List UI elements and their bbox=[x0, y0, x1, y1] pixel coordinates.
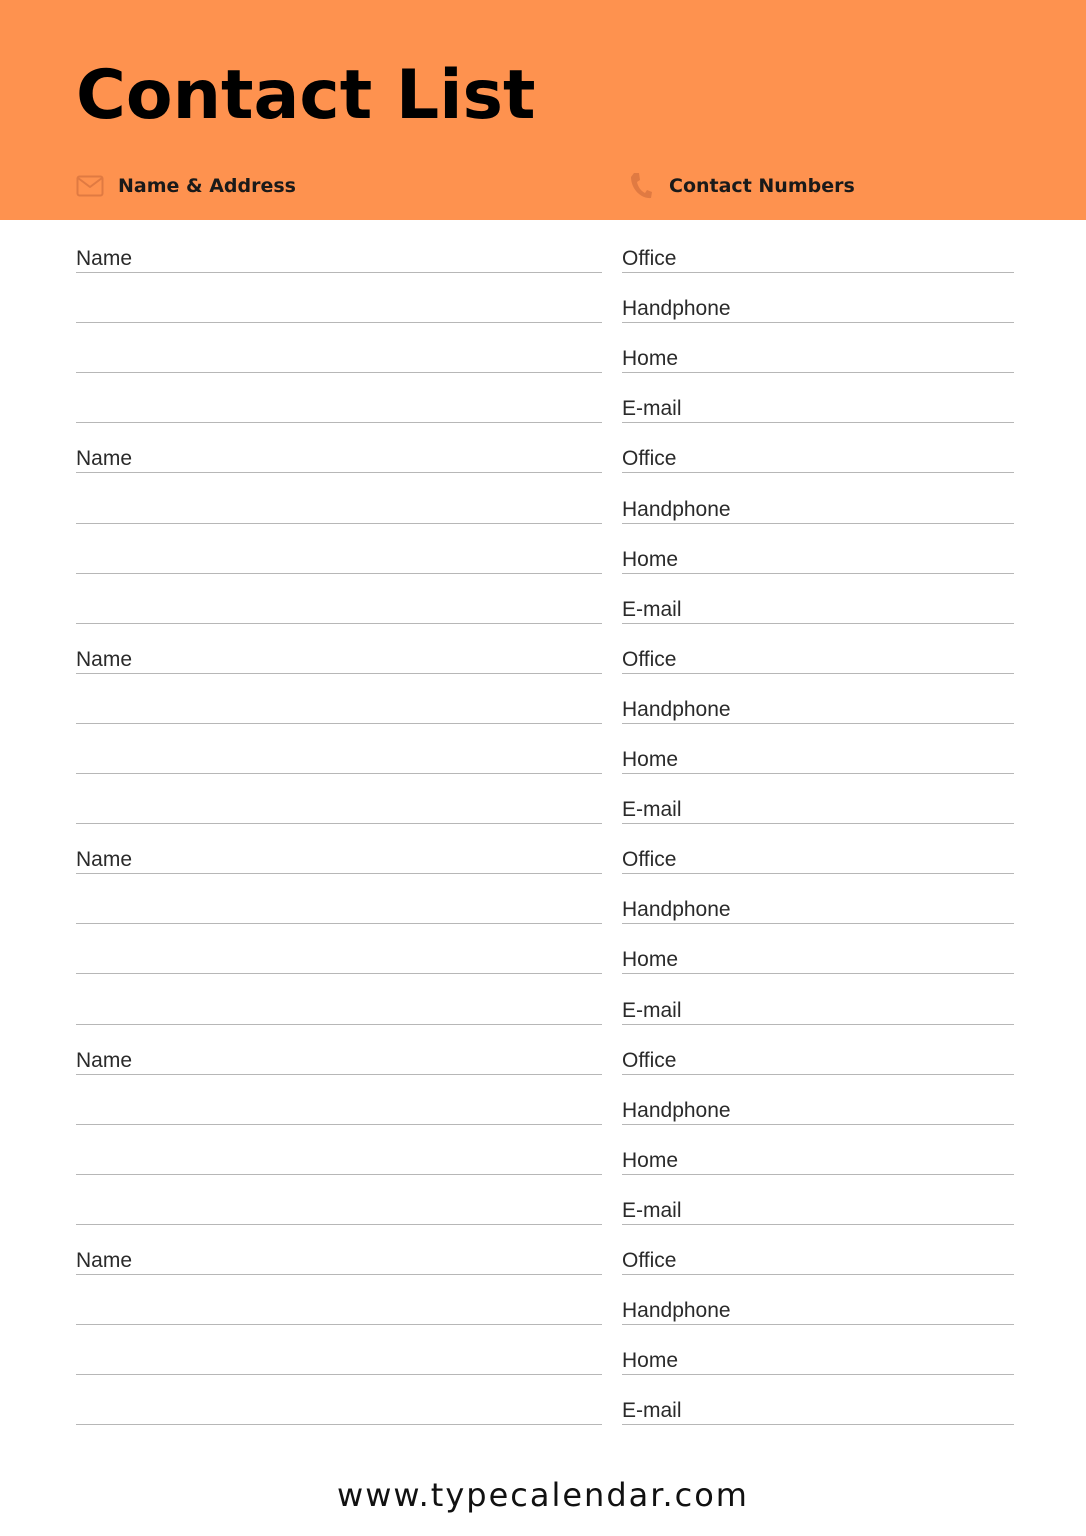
footer-website: www.typecalendar.com bbox=[337, 1476, 749, 1514]
name-field[interactable] bbox=[76, 824, 602, 874]
contact-number-field[interactable] bbox=[622, 1275, 1014, 1325]
name-address-label: Name & Address bbox=[118, 175, 296, 197]
contact-number-field[interactable] bbox=[622, 774, 1014, 824]
contact-number-field[interactable] bbox=[622, 924, 1014, 974]
contact-number-field[interactable] bbox=[622, 423, 1014, 473]
envelope-icon bbox=[76, 172, 104, 200]
contact-field-label: Home bbox=[622, 748, 679, 771]
contact-number-field[interactable] bbox=[622, 323, 1014, 373]
name-label: Name bbox=[76, 647, 133, 671]
contact-number-field[interactable] bbox=[622, 624, 1014, 674]
contact-field-label: Office bbox=[622, 1249, 677, 1272]
contact-number-field[interactable] bbox=[622, 1375, 1014, 1425]
contact-field-label: Handphone bbox=[622, 297, 731, 321]
contact-field-label: Office bbox=[622, 247, 677, 270]
address-line-field[interactable] bbox=[76, 774, 602, 824]
name-label: Name bbox=[76, 447, 133, 471]
contact-field-label: E-mail bbox=[622, 798, 682, 822]
contact-field-label: Office bbox=[622, 1048, 677, 1072]
address-line-field[interactable] bbox=[76, 474, 602, 524]
name-field[interactable] bbox=[76, 624, 602, 674]
contact-number-field[interactable] bbox=[622, 724, 1014, 774]
name-field[interactable] bbox=[76, 1225, 602, 1275]
contact-number-field[interactable] bbox=[622, 1075, 1014, 1125]
address-line-field[interactable] bbox=[76, 524, 602, 574]
contact-number-field[interactable] bbox=[622, 1025, 1014, 1075]
contact-number-field[interactable] bbox=[622, 1325, 1014, 1375]
contact-field-label: Office bbox=[622, 447, 677, 471]
contact-field-label: Home bbox=[622, 347, 679, 371]
contact-field-label: Handphone bbox=[622, 1098, 731, 1122]
header-banner bbox=[0, 0, 1086, 220]
contact-field-label: E-mail bbox=[622, 1198, 682, 1222]
address-line-field[interactable] bbox=[76, 975, 602, 1025]
contact-number-field[interactable] bbox=[622, 1225, 1014, 1275]
address-line-field[interactable] bbox=[76, 574, 602, 624]
address-line-field[interactable] bbox=[76, 1075, 602, 1125]
name-label: Name bbox=[76, 247, 133, 270]
contact-number-field[interactable] bbox=[622, 223, 1014, 273]
contact-number-field[interactable] bbox=[622, 975, 1014, 1025]
contact-number-field[interactable] bbox=[622, 574, 1014, 624]
name-field[interactable] bbox=[76, 423, 602, 473]
contact-number-field[interactable] bbox=[622, 874, 1014, 924]
contact-field-label: E-mail bbox=[622, 397, 682, 421]
phone-icon bbox=[627, 172, 655, 200]
contact-number-field[interactable] bbox=[622, 1175, 1014, 1225]
address-line-field[interactable] bbox=[76, 323, 602, 373]
contact-field-label: Handphone bbox=[622, 898, 731, 922]
name-label: Name bbox=[76, 1249, 133, 1272]
contact-number-field[interactable] bbox=[622, 273, 1014, 323]
contact-field-label: E-mail bbox=[622, 1399, 682, 1423]
contact-number-field[interactable] bbox=[622, 373, 1014, 423]
contact-field-label: Handphone bbox=[622, 1299, 731, 1323]
address-line-field[interactable] bbox=[76, 724, 602, 774]
contact-field-label: Home bbox=[622, 547, 679, 571]
address-line-field[interactable] bbox=[76, 1175, 602, 1225]
name-address-column-header bbox=[76, 170, 296, 202]
contact-field-label: Handphone bbox=[622, 497, 731, 521]
contact-field-label: Home bbox=[622, 1148, 679, 1172]
address-line-field[interactable] bbox=[76, 373, 602, 423]
page-title: Contact List bbox=[76, 56, 536, 135]
name-field[interactable] bbox=[76, 223, 602, 273]
contact-number-field[interactable] bbox=[622, 1125, 1014, 1175]
contact-field-label: Office bbox=[622, 848, 677, 872]
address-line-field[interactable] bbox=[76, 924, 602, 974]
address-line-field[interactable] bbox=[76, 1125, 602, 1175]
contact-number-field[interactable] bbox=[622, 674, 1014, 724]
contact-numbers-label: Contact Numbers bbox=[669, 175, 855, 197]
contact-field-label: Home bbox=[622, 948, 679, 972]
name-label: Name bbox=[76, 1048, 133, 1072]
contact-number-field[interactable] bbox=[622, 824, 1014, 874]
contact-field-label: Office bbox=[622, 647, 677, 671]
address-line-field[interactable] bbox=[76, 674, 602, 724]
contact-numbers-column-header bbox=[627, 170, 855, 202]
name-field[interactable] bbox=[76, 1025, 602, 1075]
address-line-field[interactable] bbox=[76, 1375, 602, 1425]
contact-field-label: E-mail bbox=[622, 597, 682, 621]
name-label: Name bbox=[76, 848, 133, 872]
contact-number-field[interactable] bbox=[622, 524, 1014, 574]
address-line-field[interactable] bbox=[76, 273, 602, 323]
address-line-field[interactable] bbox=[76, 1325, 602, 1375]
address-line-field[interactable] bbox=[76, 874, 602, 924]
contact-number-field[interactable] bbox=[622, 474, 1014, 524]
contact-field-label: Handphone bbox=[622, 697, 731, 721]
contact-field-label: Home bbox=[622, 1349, 679, 1373]
contact-field-label: E-mail bbox=[622, 998, 682, 1022]
address-line-field[interactable] bbox=[76, 1275, 602, 1325]
